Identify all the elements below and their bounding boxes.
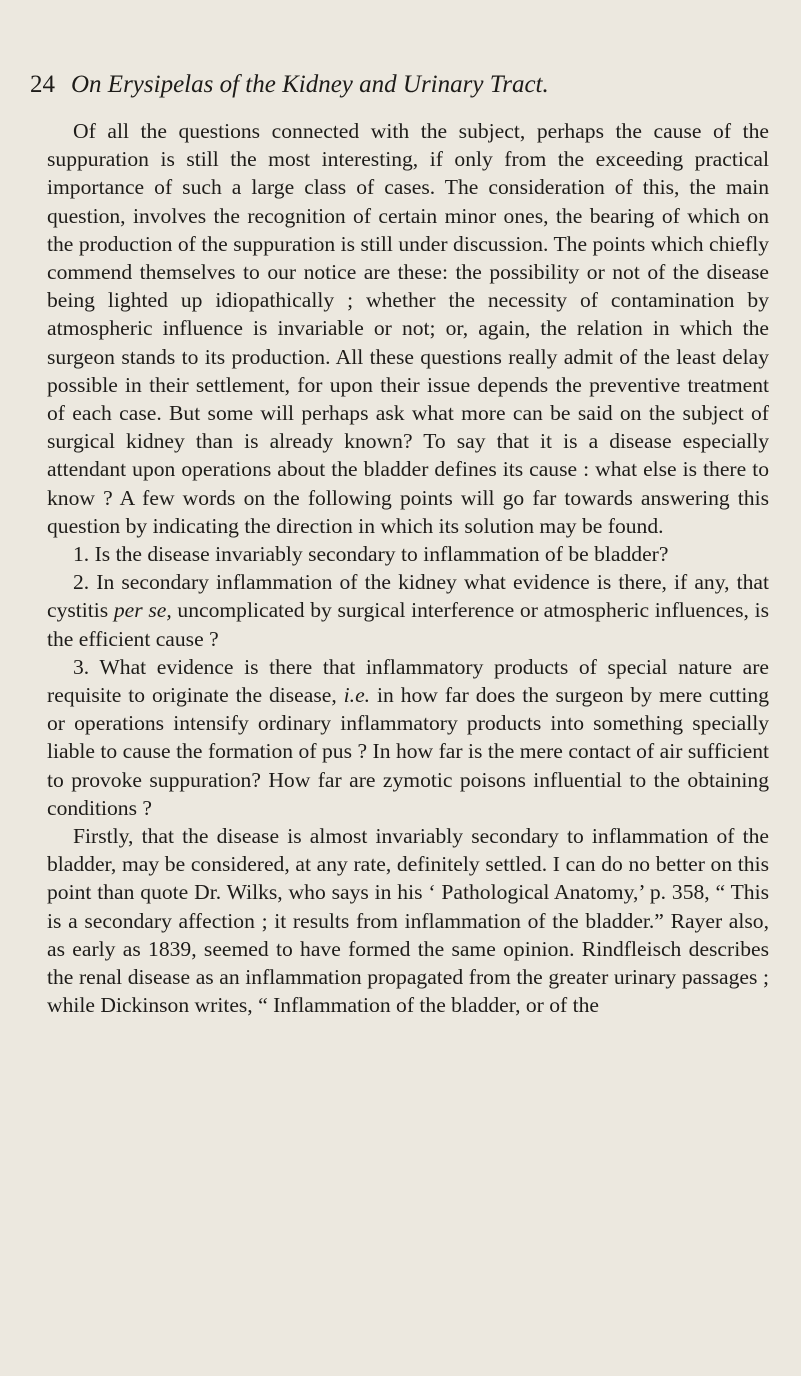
question-text: in how far does the surgeon by mere cutting or operations intensify ordinary inflammatory products into something specially liable to cause the formation of pus ? In how far is the mere contact of air sufficient to provoke suppuration? How far are zymotic poisons influential to the obtaining conditions ?: [47, 683, 770, 820]
question-text: 2. In secondary inflammation of the kidney what evidence is there, if any, that cystitis: [47, 570, 769, 623]
paragraph-firstly: [47, 822, 769, 1019]
page-header: [30, 70, 770, 100]
question-1: [47, 540, 769, 568]
question-text: 3. What evidence is there that inflammatory products of special nature are requisite to originate the disease,: [47, 654, 769, 708]
paragraph-text: Firstly, that the disease is almost invariably secondary to inflammation of the bladder, may be considered, at any rate, definitely settled. I can do no better on this point than quote Dr. Wilks, who says in his ‘ Pathological Anatomy,’ p. 358, “ This is a secondary affection ; it results from inflammation of the bladder.” Rayer also, as early as 1839, seemed to have formed the same opinion. Rindfleisch describes the renal disease as an inflammation propagated from the greater urinary passages ; while Dickinson writes, “ Inflammation of the bladder, or of the: [47, 824, 769, 1018]
question-text: 1. Is the disease invariably secondary to inflammation of be bladder?: [73, 542, 669, 567]
question-2: [47, 568, 769, 653]
italic-term: per se,: [113, 598, 172, 623]
paragraph-text: Of all the questions connected with the subject, perhaps the cause of the suppuration is still the most interesting, if only from the exceeding practical importance of such a large class of cases. The consideration of this, the main question, involves the recognition of certain minor ones, the bearing of which on the production of the suppuration is still under discussion. The points which chiefly commend themselves to our notice are these: the possibility or not of the disease being lighted up idiopathically ; whether the necessity of contamination by atmospheric influence is invariable or not; or, again, the relation in which the surgeon stands to its production. All these questions really admit of the least delay possible in their settlement, for upon their issue depends the preventive treatment of each case. But some will perhaps ask what more can be said on the subject of surgical kidney than is already known? To say that it is a disease especially attendant upon operations about the bladder defines its cause : what else is there to know ? A few words on the following points will go far towards answering this question by indicating the direction in which its solution may be found.: [47, 119, 769, 538]
running-title: On Erysipelas of the Kidney and Urinary Tract.: [71, 71, 549, 98]
question-text: uncomplicated by surgical interference or atmospheric influences, is the efficient cause ?: [47, 598, 769, 651]
body-text: [47, 117, 769, 1020]
page-number: 24: [30, 71, 55, 98]
paragraph-intro: [47, 117, 769, 540]
italic-term: i.e.: [343, 683, 371, 708]
question-3: [47, 653, 769, 822]
